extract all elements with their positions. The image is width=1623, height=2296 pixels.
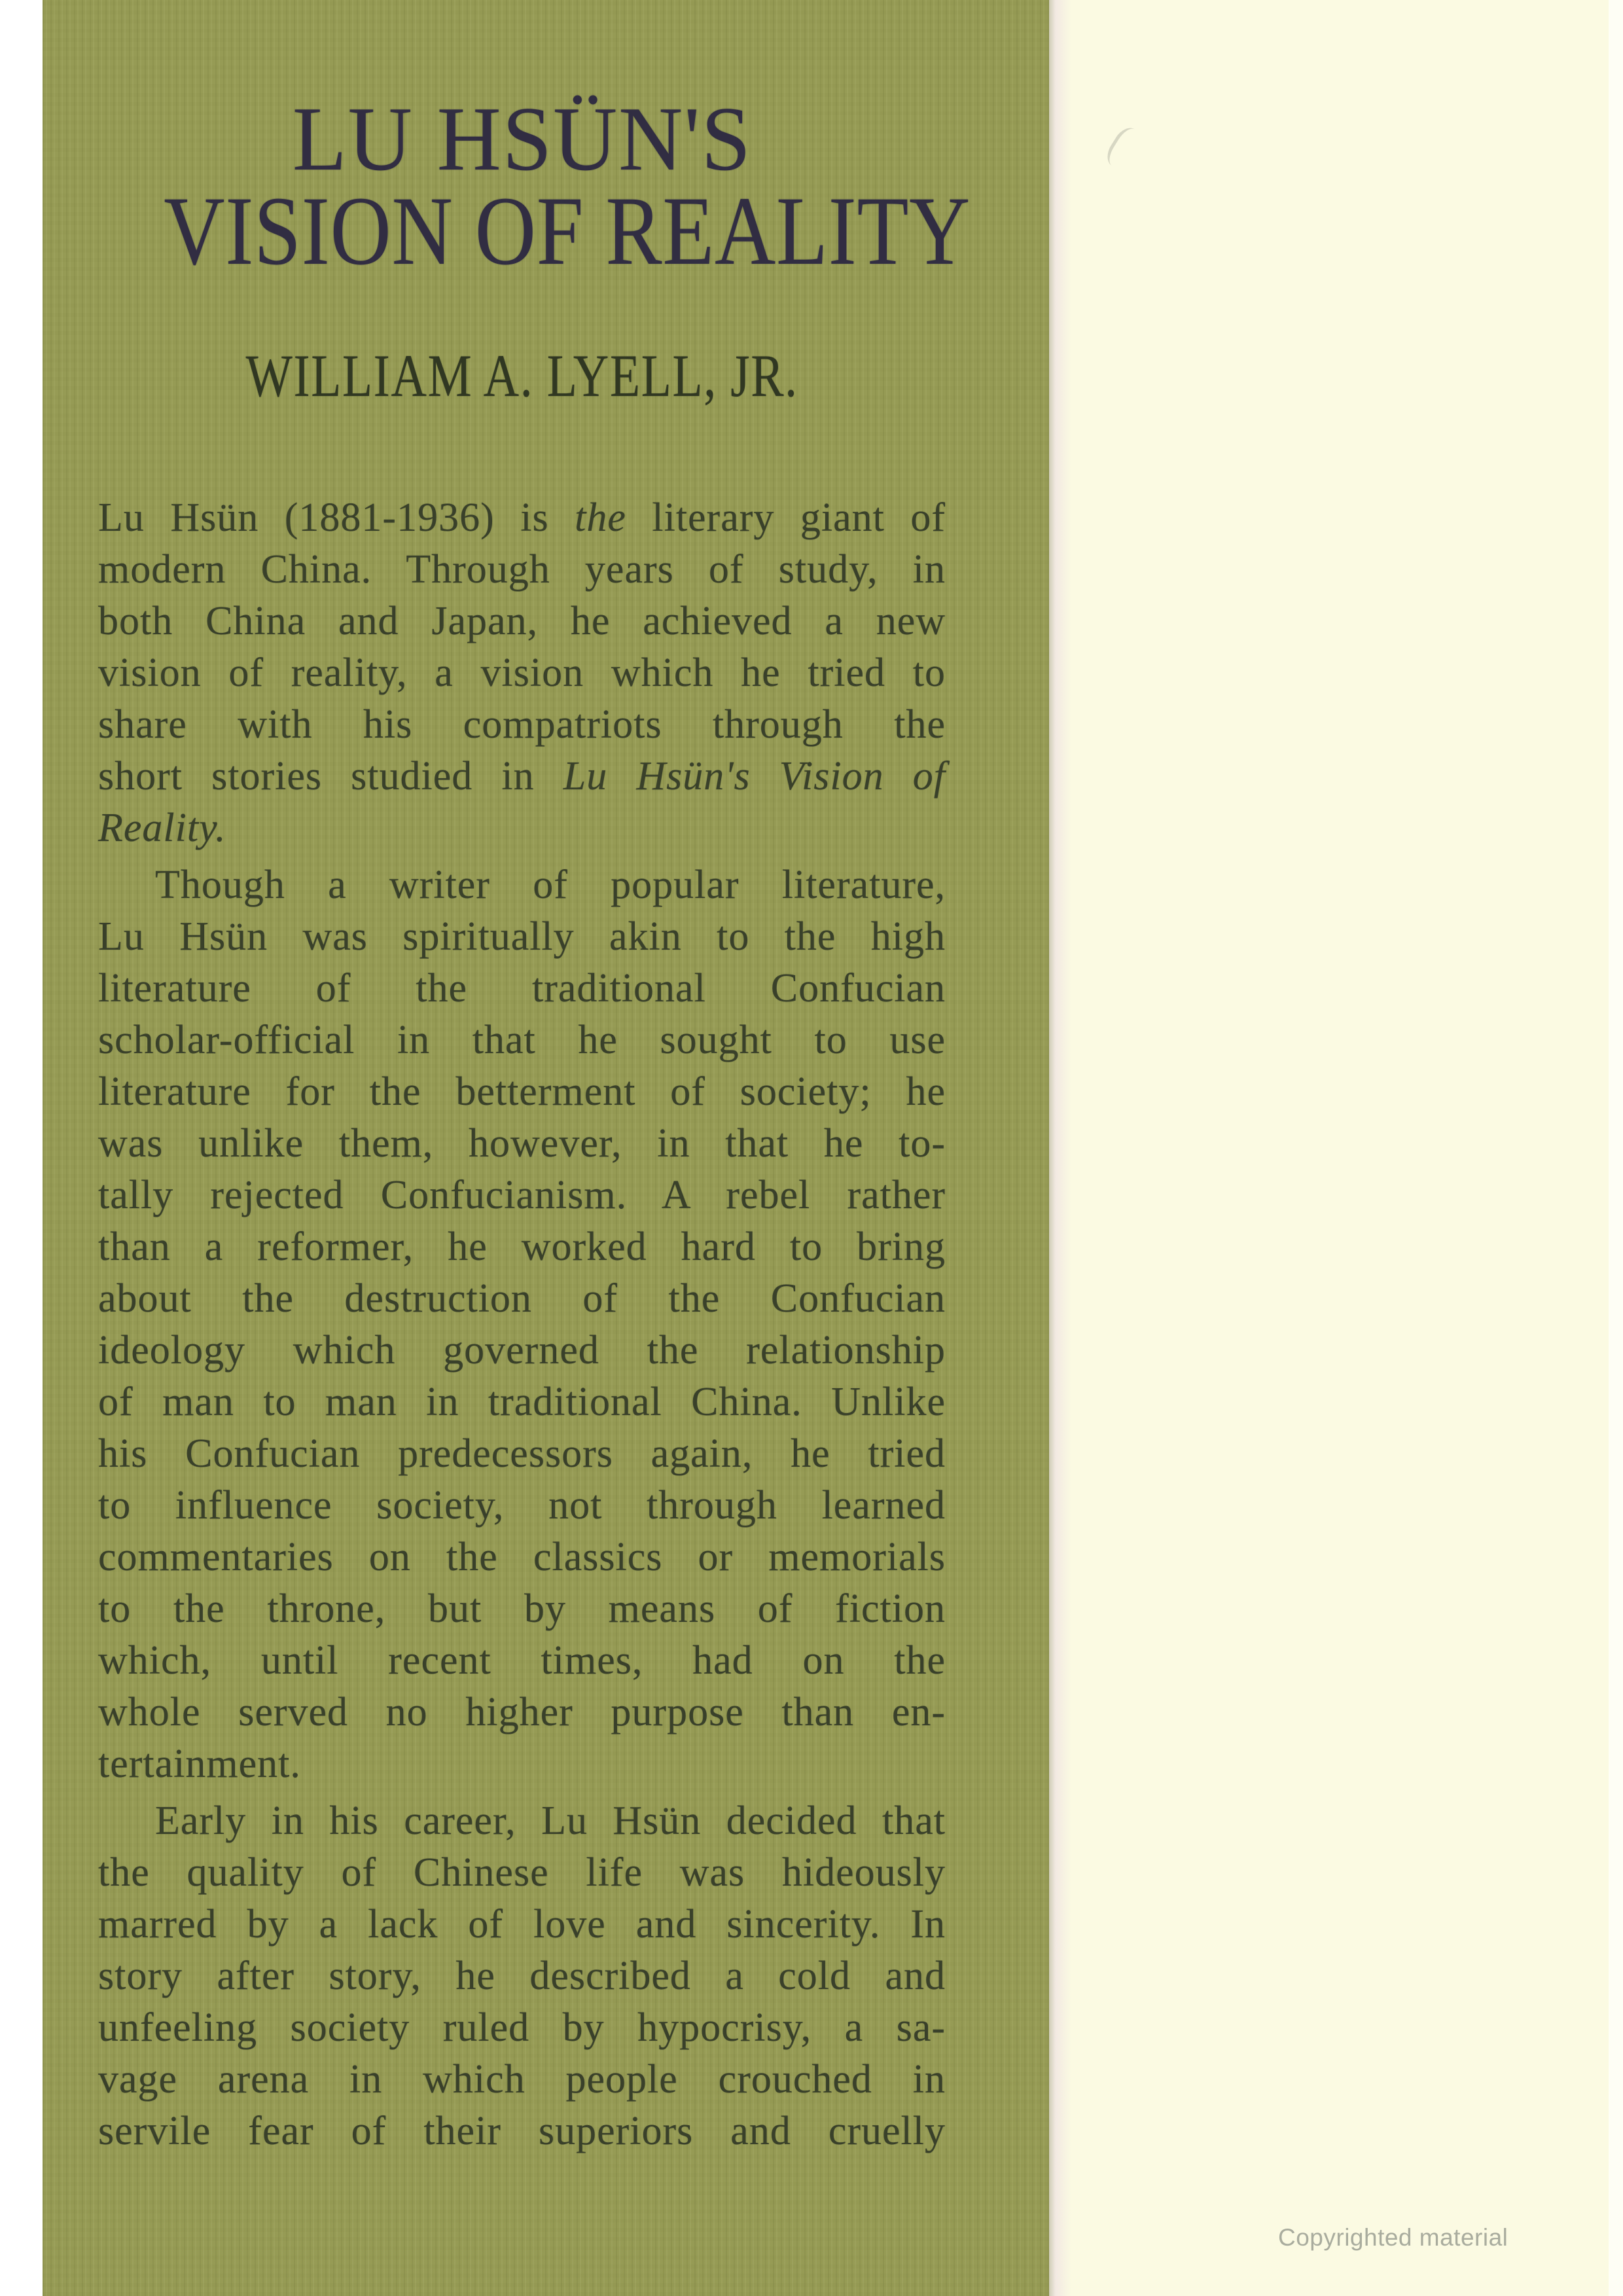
text-segment: literature for the betterment of society; he	[98, 1069, 946, 1114]
flap-content-column	[98, 0, 971, 2296]
text-segment: scholar-official in that he sought to use	[98, 1018, 946, 1062]
flap-paragraph	[98, 492, 946, 854]
italic-text-segment: Lu Hsün's Vision of	[563, 754, 946, 798]
text-segment: tally rejected Confucianism. A rebel rather	[98, 1173, 946, 1217]
author-name	[98, 342, 946, 409]
text-segment: tertainment.	[98, 1742, 301, 1786]
text-segment: commentaries on the classics or memorials	[98, 1535, 946, 1579]
flap-text-line	[98, 699, 946, 751]
flap-text-line	[98, 2002, 946, 2054]
flap-text-line	[98, 1118, 946, 1170]
flap-text-line	[98, 492, 946, 544]
text-segment: of man to man in traditional China. Unlike	[98, 1380, 946, 1424]
text-segment: Early in his career, Lu Hsün decided that	[155, 1799, 946, 1843]
book-title-line-2-text: VISION OF REALITY	[164, 177, 971, 285]
flap-paragraph	[98, 859, 946, 1790]
flap-text-line	[98, 1738, 946, 1790]
text-segment: about the destruction of the Confucian	[98, 1276, 946, 1321]
flap-text-line	[98, 1170, 946, 1221]
page-right-edge	[1609, 0, 1623, 2296]
flap-text-line	[98, 1480, 946, 1532]
text-segment: marred by a lack of love and sincerity. In	[98, 1902, 946, 1946]
text-segment: both China and Japan, he achieved a new	[98, 599, 946, 643]
flap-text-line	[98, 596, 946, 647]
text-segment: Lu Hsün was spiritually akin to the high	[98, 914, 946, 959]
text-segment: to the throne, but by means of fiction	[98, 1587, 946, 1631]
author-name-text: WILLIAM A. LYELL, JR.	[245, 342, 798, 409]
flap-text-line	[98, 1428, 946, 1480]
flap-text-line	[98, 859, 946, 911]
italic-text-segment: the	[575, 495, 626, 540]
text-segment: the quality of Chinese life was hideously	[98, 1850, 946, 1895]
flap-text-line	[98, 1687, 946, 1738]
flap-text-line	[98, 1014, 946, 1066]
flap-text-line	[98, 1899, 946, 1950]
text-segment: ideology which governed the relationship	[98, 1328, 946, 1372]
book-title-line-2	[98, 177, 971, 285]
flap-text-line	[98, 1950, 946, 2002]
text-segment: servile fear of their superiors and cruelly	[98, 2109, 946, 2153]
book-title-line-1	[98, 88, 946, 190]
flap-text-line	[98, 544, 946, 596]
text-segment: to influence society, not through learned	[98, 1483, 946, 1528]
text-segment: than a reformer, he worked hard to bring	[98, 1225, 946, 1269]
text-segment: literature of the traditional Confucian	[98, 966, 946, 1011]
paper-margin-area	[1049, 0, 1623, 2296]
text-segment: his Confucian predecessors again, he tried	[98, 1431, 946, 1476]
flap-text-line	[98, 751, 946, 802]
flap-text-line	[98, 1583, 946, 1635]
flap-text-line	[98, 911, 946, 963]
flap-text-line	[98, 2106, 946, 2157]
text-segment: modern China. Through years of study, in	[98, 547, 946, 592]
text-segment: unfeeling society ruled by hypocrisy, a sa-	[98, 2005, 946, 2050]
flap-text-line	[98, 1376, 946, 1428]
flap-text-line	[98, 802, 946, 854]
text-segment: whole served no higher purpose than en-	[98, 1690, 946, 1734]
copyright-watermark: Copyrighted material	[1278, 2224, 1508, 2251]
jacket-flap-panel	[43, 0, 1049, 2296]
flap-text-line	[98, 1635, 946, 1687]
text-segment: literary giant of	[626, 495, 946, 540]
flap-text-line	[98, 2054, 946, 2106]
text-segment: was unlike them, however, in that he to-	[98, 1121, 946, 1166]
text-segment: vage arena in which people crouched in	[98, 2057, 946, 2102]
text-segment: story after story, he described a cold and	[98, 1954, 946, 1998]
flap-text-line	[98, 1532, 946, 1583]
flap-text-line	[98, 1273, 946, 1325]
flap-text-line	[98, 647, 946, 699]
flap-text-line	[98, 1795, 946, 1847]
text-segment: short stories studied in	[98, 754, 563, 798]
flap-body-text	[98, 492, 946, 2157]
text-segment: vision of reality, a vision which he tried to	[98, 651, 946, 695]
text-segment: share with his compatriots through the	[98, 702, 946, 747]
flap-text-line	[98, 1221, 946, 1273]
text-segment: which, until recent times, had on the	[98, 1638, 946, 1683]
flap-text-line	[98, 963, 946, 1014]
flap-paragraph	[98, 1795, 946, 2157]
italic-text-segment: Reality.	[98, 806, 226, 850]
book-title-line-1-text: LU HSÜN'S	[292, 88, 752, 190]
scan-smudge-mark	[1102, 123, 1150, 175]
flap-text-line	[98, 1847, 946, 1899]
flap-text-line	[98, 1325, 946, 1376]
text-segment: Lu Hsün (1881-1936) is	[98, 495, 575, 540]
flap-text-line	[98, 1066, 946, 1118]
text-segment: Though a writer of popular literature,	[155, 863, 946, 907]
